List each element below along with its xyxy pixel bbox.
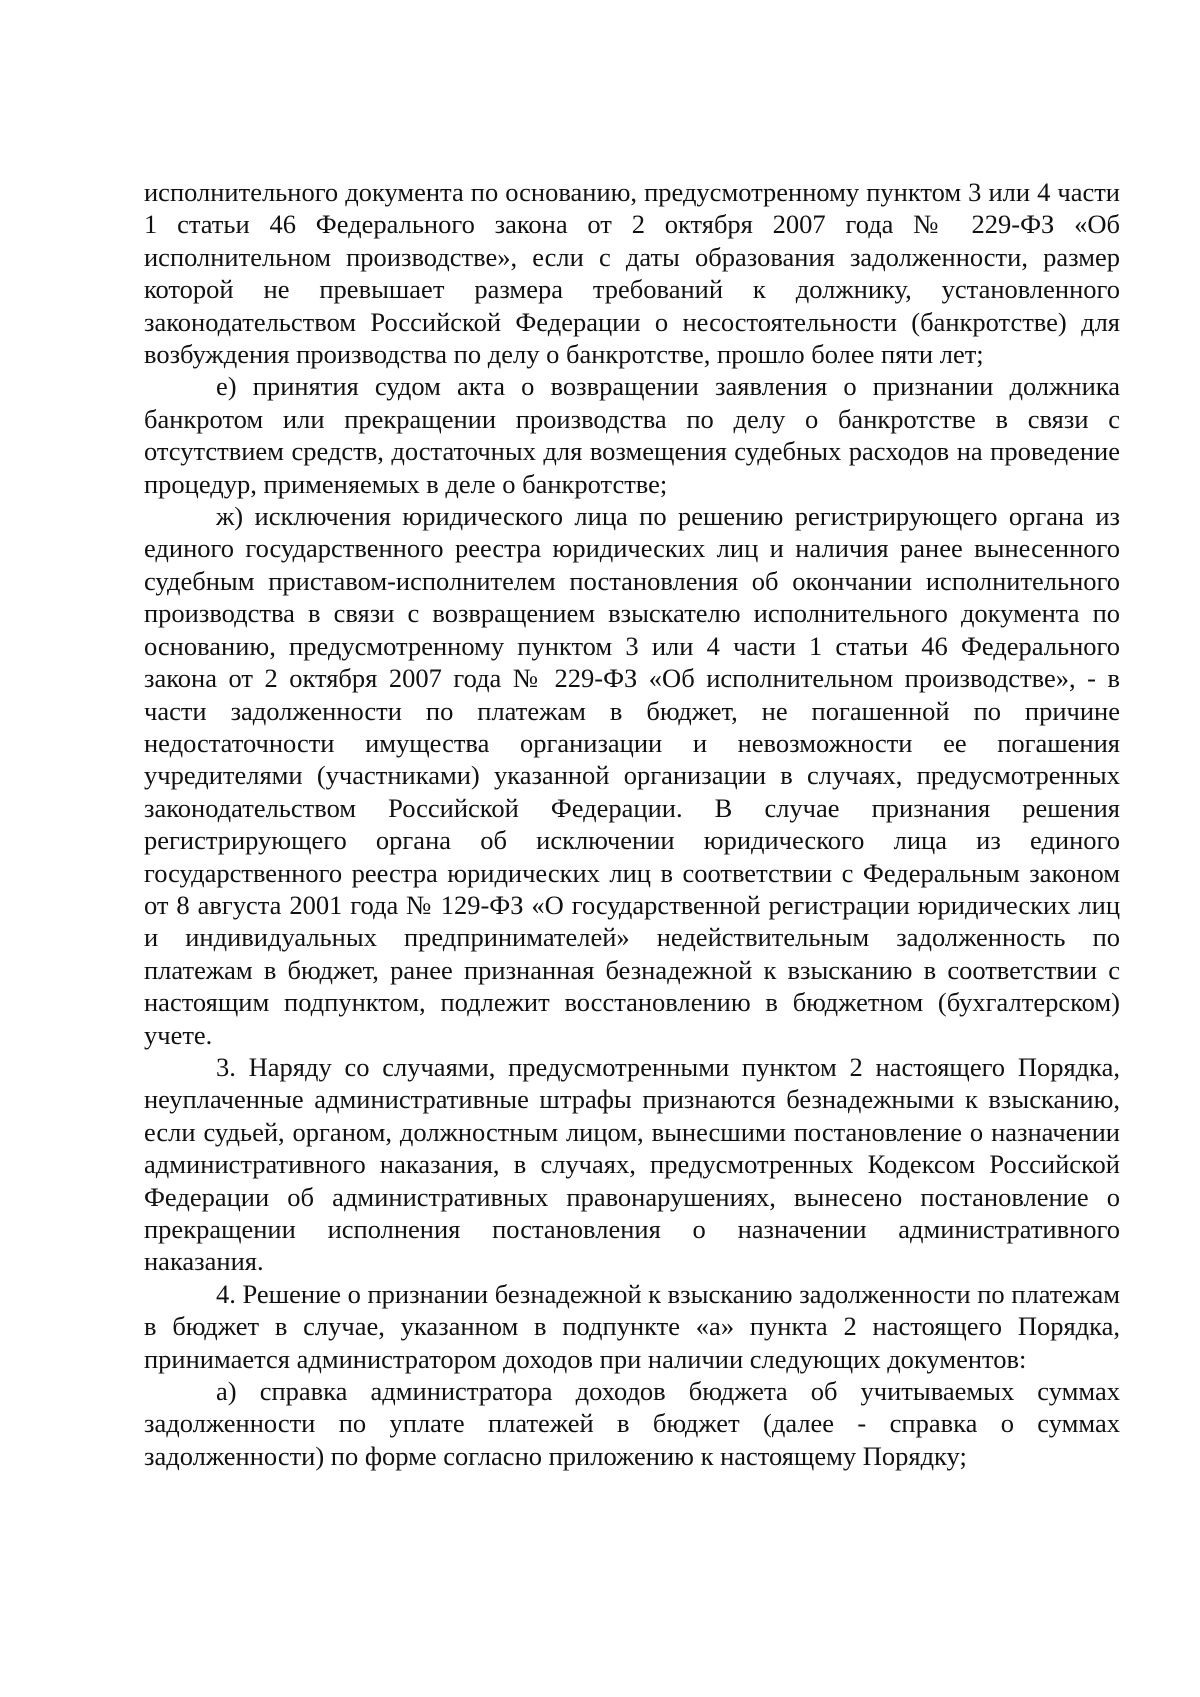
paragraph-subitem-a: а) справка администратора доходов бюджета об учитываемых суммах задолженности по уплате платежей в бюджет (далее - справка о суммах задолженности) по форме согласно приложению к настоящему Порядку; [144,1376,1120,1471]
document-page [144,176,1120,1472]
paragraph-item-4: 4. Решение о признании безнадежной к взысканию задолженности по платежам в бюджет в случае, указанном в подпункте «а» пункта 2 настоящего Порядка, принимается администратором доходов при наличии следующих документов: [144,1278,1120,1374]
paragraph-subitem-e: е) принятия судом акта о возвращении заявления о признании должника банкротом или прекращении производства по делу о банкротстве в связи с отсутствием средств, достаточных для возмещения судебных расходов на проведение процедур, применяемых в деле о банкротстве; [144,371,1120,499]
paragraph-item-3: 3. Наряду со случаями, предусмотренными пунктом 2 настоящего Порядка, неуплаченные административные штрафы признаются безнадежными к взысканию, если судьей, органом, должностным лицом, вынесшими постановление о назначении административного наказания, в случаях, предусмотренных Кодексом Российской Федерации об административных правонарушениях, вынесено постановление о прекращении исполнения постановления о назначении административного наказания. [144,1051,1120,1277]
paragraph-subitem-zh: ж) исключения юридического лица по решению регистрирующего органа из единого государственного реестра юридических лиц и наличия ранее вынесенного судебным приставом-исполнителем постановления об окончании исполнительного производства в связи с возвращением взыскателю исполнительного документа по основанию, предусмотренному пунктом 3 или 4 части 1 статьи 46 Федерального закона от 2 октября 2007 года № 229-ФЗ «Об исполнительном производстве», - в части задолженности по платежам в бюджет, не погашенной по причине недостаточности имущества организации и невозможности ее погашения учредителями (участниками) указанной организации в случаях, предусмотренных законодательством Российской Федерации. В случае признания решения регистрирующего органа об исключении юридического лица из единого государственного реестра юридических лиц в соответствии с Федеральным законом от 8 августа 2001 года № 129-ФЗ «О государственной регистрации юридических лиц и индивидуальных предпринимателей» недействительным задолженность по платежам в бюджет, ранее признанная безнадежной к взысканию в соответствии с настоящим подпунктом, подлежит восстановлению в бюджетном (бухгалтерском) учете. [144,501,1120,1050]
paragraph-continuation: исполнительного документа по основанию, предусмотренному пунктом 3 или 4 части 1 статьи 46 Федерального закона от 2 октября 2007 года № 229-ФЗ «Об исполнительном производстве», если с даты образования задолженности, размер которой не превышает размера требований к должнику, установленного законодательством Российской Федерации о несостоятельности (банкротстве) для возбуждения производства по делу о банкротстве, прошло более пяти лет; [144,177,1120,370]
